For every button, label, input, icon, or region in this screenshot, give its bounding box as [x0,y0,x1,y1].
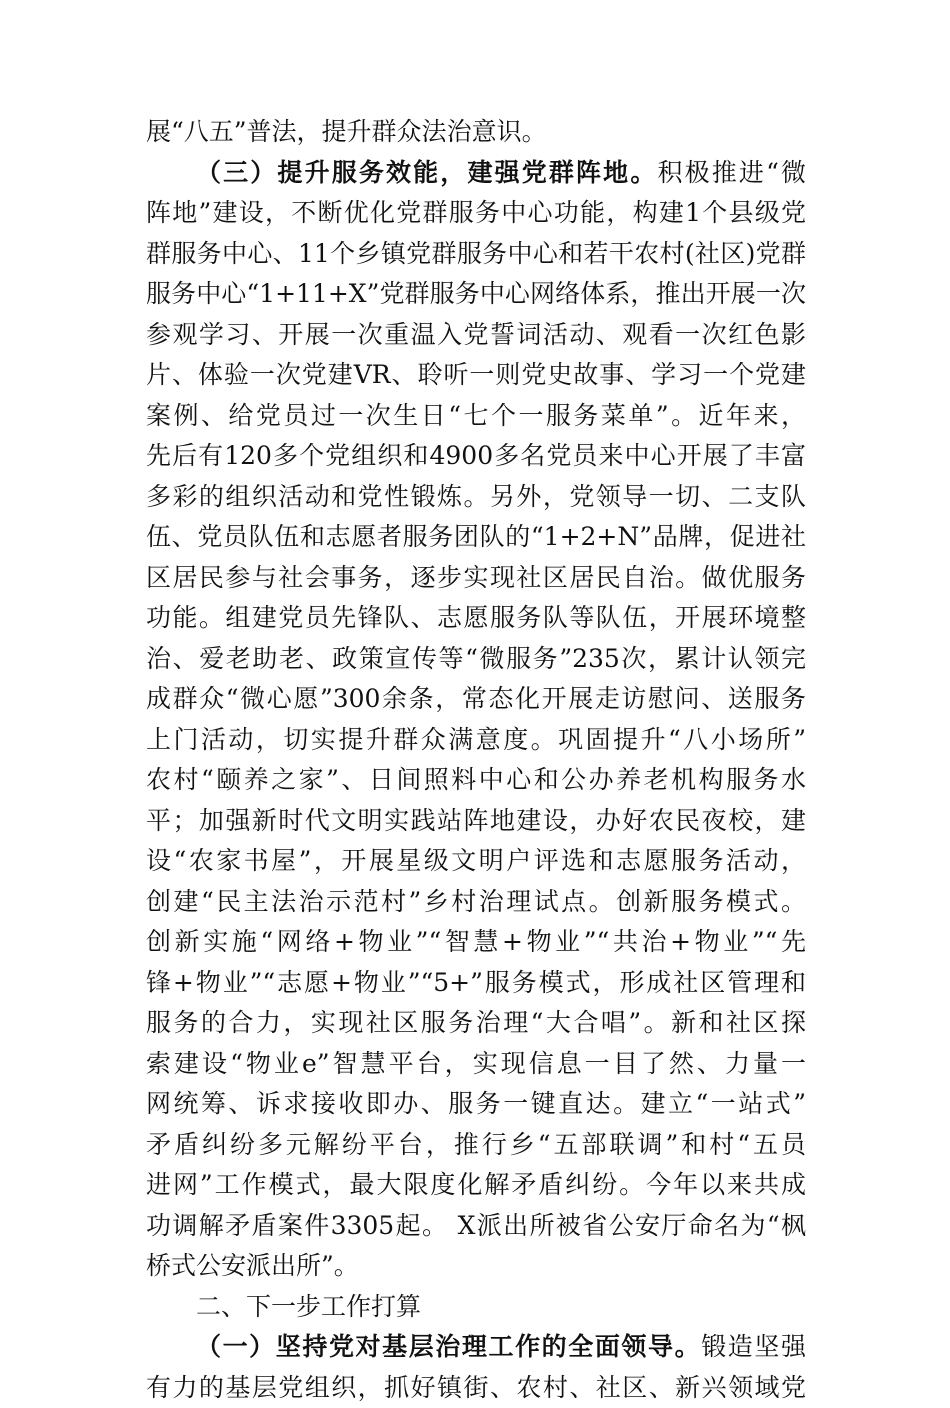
paragraph-first-line [146,1327,806,1368]
paragraph-line: 参观学习、开展一次重温入党誓词活动、观看一次红色影 [146,315,806,356]
paragraph-line: 设“农家书屋”，开展星级文明户评选和志愿服务活动， [146,841,806,882]
part-heading: 二、下一步工作打算 [146,1287,806,1328]
paragraph-line: 农村“颐养之家”、日间照料中心和公办养老机构服务水 [146,760,806,801]
paragraph-first-line [146,153,806,194]
paragraph-line: 区居民参与社会事务，逐步实现社区居民自治。做优服务 [146,558,806,599]
paragraph-line: 桥式公安派出所”。 [146,1246,806,1287]
paragraph-line: 多彩的组织活动和党性锻炼。另外，党领导一切、二支队 [146,477,806,518]
paragraph-text: 积极推进“微 [657,158,806,187]
paragraph-line: 成群众“微心愿”300余条，常态化开展走访慰问、送服务 [146,679,806,720]
paragraph-line: 索建设“物业e”智慧平台，实现信息一目了然、力量一 [146,1044,806,1085]
paragraph-line: 群服务中心、11个乡镇党群服务中心和若干农村(社区)党群 [146,234,806,275]
document-body [146,112,806,1408]
paragraph-line: 片、体验一次党建VR、聆听一则党史故事、学习一个党建 [146,355,806,396]
paragraph-line: 伍、党员队伍和志愿者服务团队的“1+2+N”品牌，促进社 [146,517,806,558]
paragraph-line: 服务中心“1+11+X”党群服务中心网络体系，推出开展一次 [146,274,806,315]
paragraph-line: 案例、给党员过一次生日“七个一服务菜单”。近年来， [146,396,806,437]
paragraph-line: 创新实施“网络+物业”“智慧+物业”“共治+物业”“先 [146,922,806,963]
paragraph-line: 阵地”建设，不断优化党群服务中心功能，构建1个县级党 [146,193,806,234]
paragraph-line: 展“八五”普法，提升群众法治意识。 [146,112,806,153]
paragraph-line: 网统筹、诉求接收即办、服务一键直达。建立“一站式” [146,1084,806,1125]
paragraph-line: 服务的合力，实现社区服务治理“大合唱”。新和社区探 [146,1003,806,1044]
paragraph-line: 先后有120多个党组织和4900多名党员来中心开展了丰富 [146,436,806,477]
section-heading: （一）坚持党对基层治理工作的全面领导。 [196,1332,701,1361]
paragraph-line: 功能。组建党员先锋队、志愿服务队等队伍，开展环境整 [146,598,806,639]
paragraph-line: 创建“民主法治示范村”乡村治理试点。创新服务模式。 [146,882,806,923]
paragraph-line: 进网”工作模式，最大限度化解矛盾纠纷。今年以来共成 [146,1165,806,1206]
paragraph-text: 锻造坚强 [701,1332,806,1361]
paragraph-line: 上门活动，切实提升群众满意度。巩固提升“八小场所” [146,720,806,761]
section-heading: （三）提升服务效能，建强党群阵地。 [196,158,657,187]
paragraph-line: 功调解矛盾案件3305起。 X派出所被省公安厅命名为“枫 [146,1206,806,1247]
paragraph-line: 矛盾纠纷多元解纷平台，推行乡“五部联调”和村“五员 [146,1125,806,1166]
paragraph-line: 有力的基层党组织，抓好镇街、农村、社区、新兴领域党 [146,1368,806,1408]
paragraph-line: 锋+物业”“志愿+物业”“5+”服务模式，形成社区管理和 [146,963,806,1004]
paragraph-line: 治、爱老助老、政策宣传等“微服务”235次，累计认领完 [146,639,806,680]
paragraph-line: 平；加强新时代文明实践站阵地建设，办好农民夜校，建 [146,801,806,842]
